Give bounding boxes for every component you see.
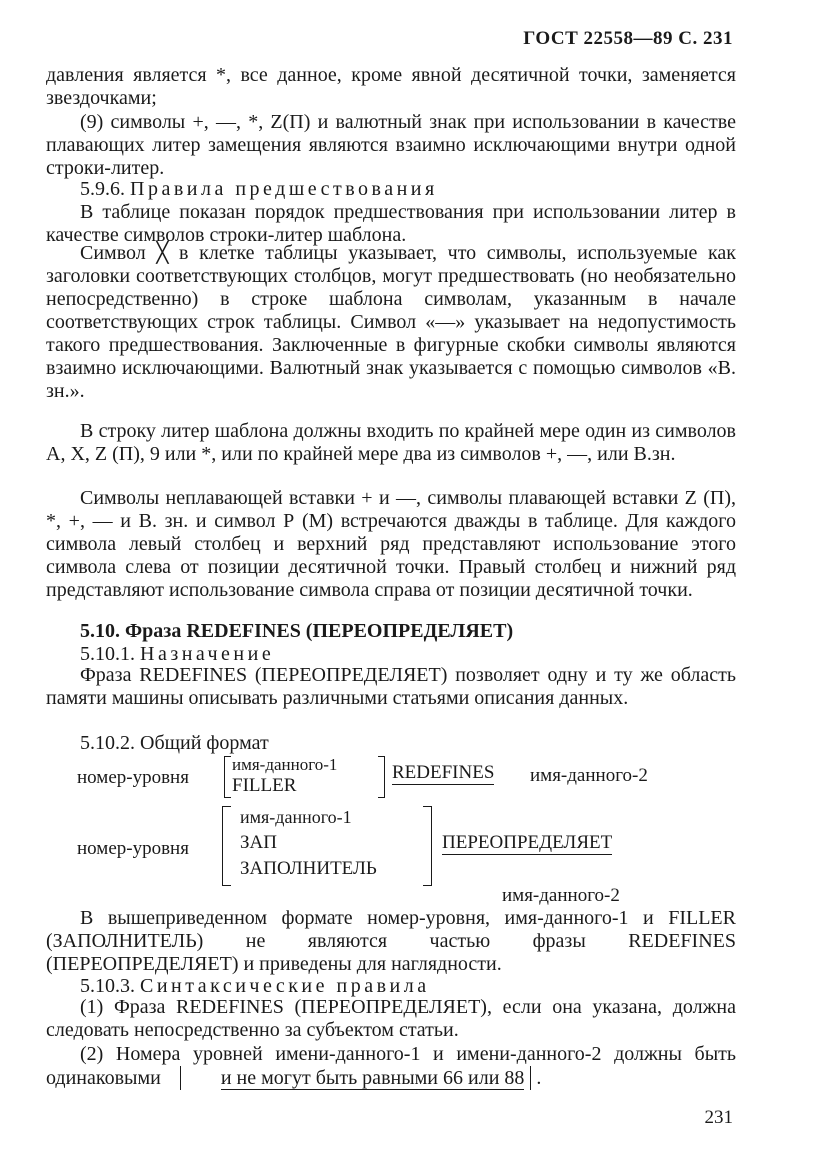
format-option-2: ЗАП	[240, 832, 277, 853]
purpose-paragraph: Фраза REDEFINES (ПЕРЕОПРЕДЕЛЯЕТ) позволяет одну и ту же область памяти машины описывать различными статьями описания данных.	[46, 664, 736, 709]
precedence-paragraph-2: Символ ╳ в клетке таблицы указывает, что символы, используемые как заголовки соответствующих столбцов, могут предшествовать (но необязательно непосредственно) в строке шаблона символам, указанным в начале соответствующих строк таблицы. Символ «—» указывает на недопустимость такого предшествования. Заключенные в фигурные скобки символы являются взаимно исключающими. Валютный знак указывается с помощью символов «В. зн.».	[46, 242, 736, 402]
rule-9-paragraph: (9) символы +, —, *, Z(П) и валютный знак при использовании в качестве плавающих литер замещения являются взаимно исключающими внутри одной строки-литер.	[46, 111, 736, 179]
format-option-2: FILLER	[232, 775, 297, 796]
format-level-number: номер-уровня	[77, 767, 189, 788]
precedence-paragraph-3: В строку литер шаблона должны входить по крайней мере один из символов А, Х, Z (П), 9 или *, или по крайней мере два из символов +, —, или В.зн.	[46, 420, 736, 465]
page-header: ГОСТ 22558—89 С. 231	[523, 28, 733, 49]
format-option-1: имя-данного-1	[232, 755, 338, 774]
section-title: Назначение	[140, 643, 275, 665]
syntax-rule-2	[46, 1042, 736, 1090]
format-option-3: ЗАПОЛНИТЕЛЬ	[240, 858, 377, 879]
left-bracket	[224, 756, 231, 798]
format-note-paragraph: В вышеприведенном формате номер-уровня, имя-данного-1 и FILLER (ЗАПОЛНИТЕЛЬ) не являются частью фразы REDEFINES (ПЕРЕОПРЕДЕЛЯЕТ) и приведены для наглядности.	[46, 907, 736, 975]
precedence-paragraph-4: Символы неплавающей вставки + и —, символы плавающей вставки Z (П), *, +, — и В. зн. и символ Р (М) встречаются дважды в таблице. Для каждого символа левый столбец и верхний ряд представляют использование этого символа слева от позиции десятичной точки. Правый столбец и нижний ряд представляют использование символа справа от позиции десятичной точки.	[46, 487, 736, 601]
section-title: Правила предшествования	[130, 178, 438, 200]
section-5-9-6-heading	[80, 178, 438, 201]
format-option-1: имя-данного-1	[240, 807, 352, 827]
section-5-10-2-heading: 5.10.2. Общий формат	[80, 732, 269, 754]
page-number: 231	[704, 1107, 733, 1128]
right-bracket	[378, 756, 385, 798]
boxed-text: и не могут быть равными 66 или 88	[220, 1067, 525, 1089]
section-title: Синтаксические правила	[140, 975, 430, 997]
format-target: имя-данного-2	[530, 765, 648, 786]
format-keyword: REDEFINES	[392, 762, 495, 783]
syntax-rule-2-text: (2) Номера уровней имени-данного-1 и имени-данного-2 должны быть одинаковыми	[46, 1043, 736, 1089]
format-level-number: номер-уровня	[77, 838, 189, 859]
paragraph-continued: давления является *, все данное, кроме явной десятичной точки, заменяется звездочками;	[46, 64, 736, 109]
syntax-rule-2-end: .	[536, 1067, 542, 1089]
section-5-10-1-heading	[80, 643, 274, 666]
syntax-rule-2-boxed-text	[180, 1066, 532, 1090]
section-number: 5.10.3.	[80, 975, 135, 997]
section-number: 5.10.1.	[80, 643, 135, 665]
section-5-10-heading: 5.10. Фраза REDEFINES (ПЕРЕОПРЕДЕЛЯЕТ)	[80, 620, 514, 642]
precedence-paragraph-1: В таблице показан порядок предшествования при использовании литер в качестве символов строки-литер шаблона.	[46, 201, 736, 246]
section-number: 5.9.6.	[80, 178, 125, 200]
section-5-10-3-heading	[80, 975, 430, 998]
format-target: имя-данного-2	[502, 885, 620, 906]
left-bracket	[222, 806, 231, 886]
format-keyword: ПЕРЕОПРЕДЕЛЯЕТ	[442, 832, 613, 853]
right-bracket	[423, 806, 432, 886]
syntax-rule-1: (1) Фраза REDEFINES (ПЕРЕОПРЕДЕЛЯЕТ), если она указана, должна следовать непосредственно за субъектом статьи.	[46, 996, 736, 1041]
